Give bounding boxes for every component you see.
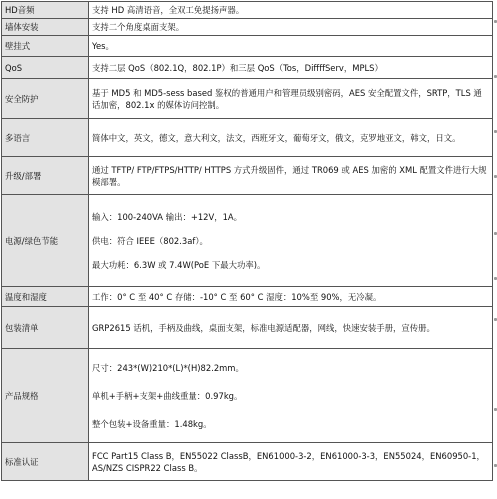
table-row <box>2 195 493 287</box>
row-label: 包装清单 <box>2 307 89 349</box>
table-row <box>2 157 493 195</box>
value-line: FCC Part15 Class B，EN55022 ClassB，EN61000-3-2，EN61000-3-3，EN55024，EN60950-1，AS/NZS CISPR22 Class B。 <box>92 450 485 473</box>
value-line: GRP2615 话机，手柄及曲线，桌面支架，标准电源适配器，网线，快速安装手册，宣传册。 <box>92 322 435 333</box>
row-value <box>89 443 493 481</box>
row-value <box>89 119 493 157</box>
value-line: Yes。 <box>92 41 114 51</box>
row-label: 产品规格 <box>2 349 89 443</box>
row-value <box>89 79 493 119</box>
table-row <box>2 287 493 307</box>
table-row <box>2 443 493 481</box>
value-line: 支持二层 QoS（802.1Q，802.1P）和三层 QoS（Tos，DiffffServ，MPLS） <box>92 62 383 73</box>
row-label: 多语言 <box>2 119 89 157</box>
value-line: 基于 MD5 和 MD5-sess based 鉴权的普通用户和管理员级别密码，AES 安全配置文件，SRTP，TLS 通话加密，802.1x 的媒体访问控制。 <box>92 87 482 110</box>
table-row <box>2 36 493 57</box>
value-line: 通过 TFTP/ FTP/FTPS/HTTP/ HTTPS 方式升级固件，通过 TR069 或 AES 加密的 XML 配置文件进行大规模部署。 <box>92 164 487 187</box>
row-label: 安全防护 <box>2 79 89 119</box>
value-line: 工作：0° C 至 40° C 存储：-10° C 至 60° C 湿度：10%至 90%，无冷凝。 <box>92 291 382 302</box>
table-row <box>2 57 493 79</box>
value-line: 最大功耗：6.3W 或 7.4W(PoE 下最大功率)。 <box>92 259 266 270</box>
value-line: 供电：符合 IEEE（802.3af）。 <box>92 235 208 246</box>
row-value <box>89 2 493 19</box>
row-value <box>89 19 493 36</box>
table-row <box>2 2 493 19</box>
row-value <box>89 349 493 443</box>
table-row <box>2 119 493 157</box>
value-line: 输入：100-240VA 输出：+12V，1A。 <box>92 211 243 222</box>
row-label: 标准认证 <box>2 443 89 481</box>
row-value <box>89 57 493 79</box>
row-label: 电源/绿色节能 <box>2 195 89 287</box>
row-value <box>89 287 493 307</box>
row-value <box>89 195 493 287</box>
table-row <box>2 19 493 36</box>
row-value <box>89 157 493 195</box>
spec-table <box>1 1 493 481</box>
value-line: 简体中文，英文，德文，意大利文，法文，西班牙文，葡萄牙文，俄文，克罗地亚文，韩文，日文。 <box>92 132 461 143</box>
row-label: 壁挂式 <box>2 36 89 57</box>
row-label: 墙体安装 <box>2 19 89 36</box>
table-row <box>2 79 493 119</box>
row-label: QoS <box>2 57 89 79</box>
table-row <box>2 307 493 349</box>
table-row <box>2 349 493 443</box>
row-label: HD音频 <box>2 2 89 19</box>
value-line: 整个包装+设备重量：1.48kg。 <box>92 418 212 429</box>
value-line: 支持二个角度桌面支架。 <box>92 22 185 32</box>
row-value <box>89 36 493 57</box>
value-line: 单机+手柄+支架+曲线重量：0.97kg。 <box>92 390 243 401</box>
row-label: 温度和湿度 <box>2 287 89 307</box>
row-value <box>89 307 493 349</box>
value-line: 尺寸：243*(W)210*(L)*(H)82.2mm。 <box>92 362 244 373</box>
value-line: 支持 HD 高清语音，全双工免提扬声器。 <box>92 5 245 15</box>
row-label: 升级/部署 <box>2 157 89 195</box>
